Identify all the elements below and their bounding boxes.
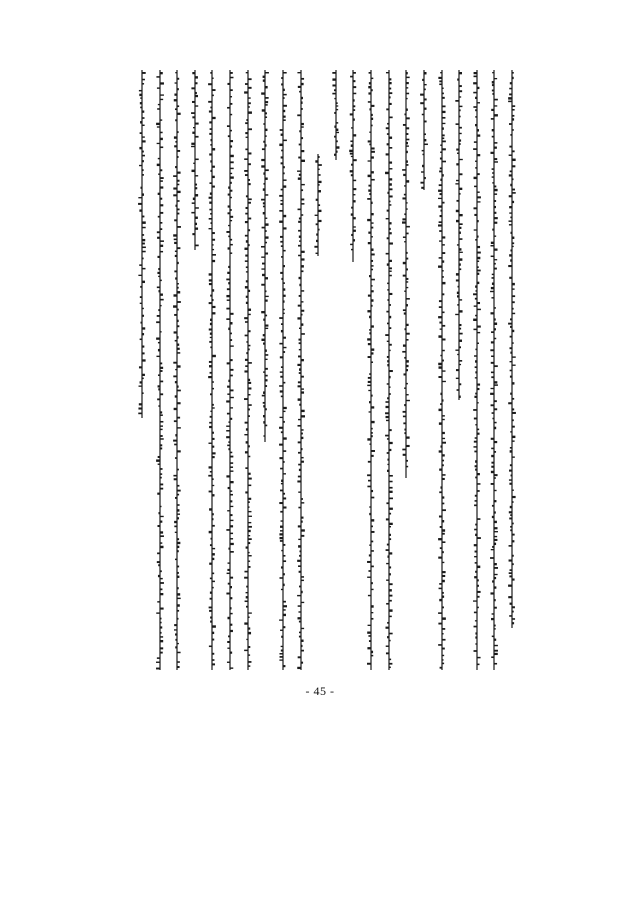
text-column [297,70,305,670]
text-column [438,70,446,670]
text-column [173,70,181,670]
text-column [473,70,481,670]
mongolian-text-block [138,70,516,670]
text-column [385,70,393,670]
text-column [455,70,463,670]
text-column [208,70,216,670]
text-column [402,70,410,670]
text-column [279,70,287,670]
text-column [367,70,375,670]
text-column [261,70,269,670]
heading-column [314,70,322,670]
text-column [156,70,164,670]
text-column [332,70,340,670]
text-column [420,70,428,670]
text-column [508,70,516,670]
text-column [244,70,252,670]
text-column [349,70,357,670]
text-column [226,70,234,670]
text-column [138,70,146,670]
text-column [191,70,199,670]
text-column [490,70,498,670]
page-number: - 45 - [305,684,335,698]
